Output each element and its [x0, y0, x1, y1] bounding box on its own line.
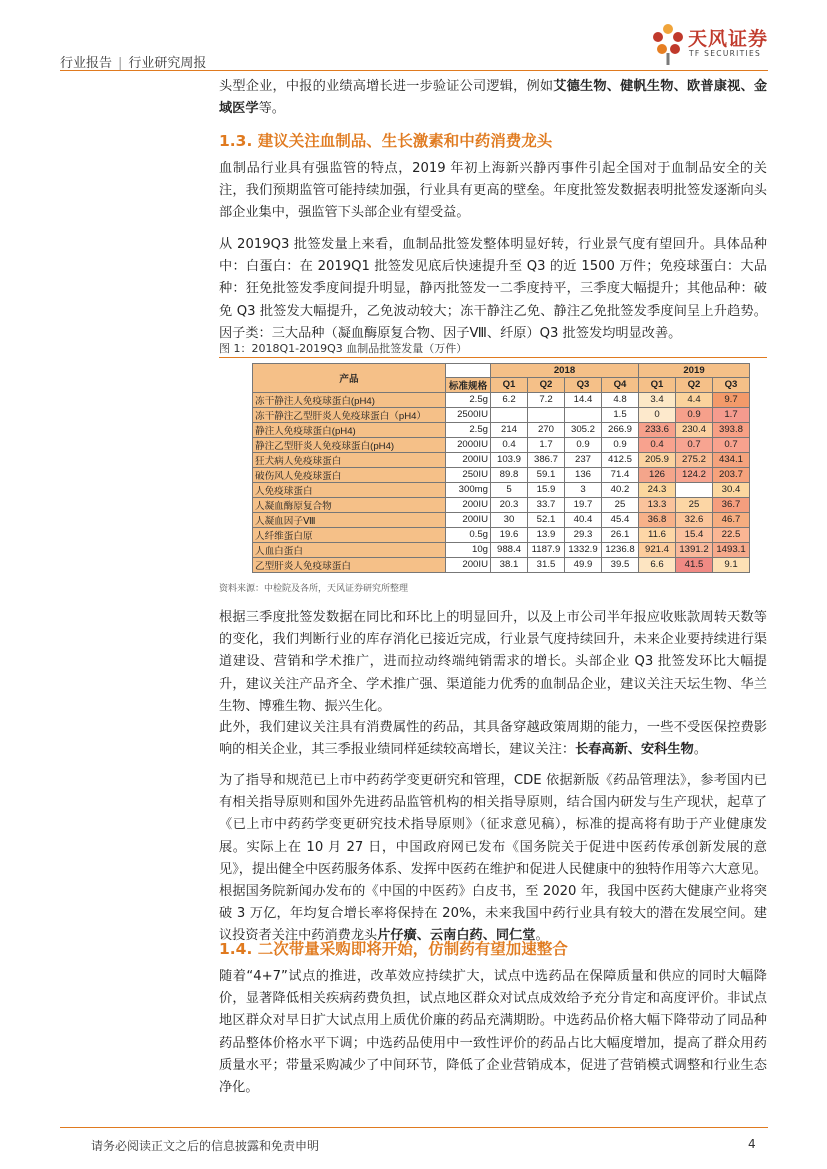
product-spec: 2000IU	[446, 437, 491, 452]
header-spec: 标准规格	[446, 377, 491, 392]
batch-value-cell: 11.6	[639, 527, 676, 542]
batch-value-cell: 31.5	[528, 557, 565, 572]
section-heading-1-3: 1.3. 建议关注血制品、生长激素和中药消费龙头	[219, 132, 553, 150]
batch-value-cell: 24.3	[639, 482, 676, 497]
batch-value-cell: 15.4	[676, 527, 713, 542]
product-name: 乙型肝炎人免疫球蛋白	[253, 557, 446, 572]
table-row	[253, 452, 750, 467]
figure-source: 资料来源：中检院及各所，天风证券研究所整理	[219, 584, 409, 594]
batch-value-cell: 1391.2	[676, 542, 713, 557]
batch-value-cell: 36.8	[639, 512, 676, 527]
paragraph-volume-procurement: 随着“4+7”试点的推进，改革效应持续扩大，试点中选药品在保障质量和供应的同时大幅降价，显著降低相关疾病药费负担，试点地区群众对试点成效给予充分肯定和高度评价。非试点地区群众对早日扩大试点用上质优价廉的药品充满期盼。中选药品价格大幅下降带动了同品种药品整体价格水平下调；中选药品使用中一致性评价的药品占比大幅度增加，提高了群众用药质量水平；带量采购减少了中间环节，降低了企业营销成本，促进了营销模式调整和行业生态净化。	[219, 969, 767, 1096]
batch-value-cell: 33.7	[528, 497, 565, 512]
batch-value-cell: 40.4	[565, 512, 602, 527]
product-name: 破伤风人免疫球蛋白	[253, 467, 446, 482]
table-row	[253, 542, 750, 557]
batch-value-cell: 30	[491, 512, 528, 527]
batch-value-cell: 0.9	[602, 437, 639, 452]
batch-value-cell: 9.1	[713, 557, 750, 572]
batch-value-cell	[528, 407, 565, 422]
table-row	[253, 497, 750, 512]
batch-value-cell: 412.5	[602, 452, 639, 467]
batch-value-cell: 1.7	[713, 407, 750, 422]
batch-value-cell: 22.5	[713, 527, 750, 542]
product-name: 冻干静注人免疫球蛋白(pH4)	[253, 392, 446, 407]
product-name: 人凝血酶原复合物	[253, 497, 446, 512]
product-spec: 200IU	[446, 452, 491, 467]
report-category	[60, 52, 206, 71]
header-year-2019: 2019	[639, 364, 750, 378]
report-type: 行业报告	[60, 56, 113, 71]
figure-divider	[219, 357, 767, 358]
disclaimer-footer: 请务必阅读正文之后的信息披露和免责申明	[91, 1139, 320, 1153]
footer-divider	[60, 1127, 768, 1128]
product-name: 人纤维蛋白原	[253, 527, 446, 542]
paragraph-tcm-tail: 。	[535, 928, 549, 944]
header-year-2018: 2018	[491, 364, 639, 378]
batch-value-cell: 270	[528, 422, 565, 437]
product-spec: 200IU	[446, 512, 491, 527]
batch-value-cell: 0.4	[639, 437, 676, 452]
batch-value-cell: 14.4	[565, 392, 602, 407]
batch-value-cell: 1332.9	[565, 542, 602, 557]
paragraph-intro-tail: 等。	[258, 101, 285, 117]
batch-value-cell: 20.3	[491, 497, 528, 512]
batch-value-cell: 0.4	[491, 437, 528, 452]
header-divider	[60, 70, 768, 71]
batch-value-cell: 19.6	[491, 527, 528, 542]
blood-products-table	[252, 363, 750, 573]
batch-value-cell: 3.4	[639, 392, 676, 407]
flower-logo-icon	[648, 20, 688, 66]
batch-value-cell: 71.4	[602, 467, 639, 482]
product-name: 静注乙型肝炎人免疫球蛋白(pH4)	[253, 437, 446, 452]
batch-value-cell: 214	[491, 422, 528, 437]
paragraph-consumer-companies: 长春高新、安科生物	[575, 742, 694, 758]
product-spec: 10g	[446, 542, 491, 557]
batch-value-cell: 136	[565, 467, 602, 482]
batch-value-cell: 5	[491, 482, 528, 497]
batch-value-cell: 126	[639, 467, 676, 482]
batch-value-cell: 26.1	[602, 527, 639, 542]
table-row	[253, 467, 750, 482]
batch-value-cell: 45.4	[602, 512, 639, 527]
header-product: 产品	[253, 364, 446, 393]
batch-value-cell: 6.6	[639, 557, 676, 572]
header-quarter: Q3	[713, 377, 750, 392]
batch-value-cell: 15.9	[528, 482, 565, 497]
batch-value-cell: 237	[565, 452, 602, 467]
header-separator: |	[118, 56, 123, 71]
product-name: 狂犬病人免疫球蛋白	[253, 452, 446, 467]
table-row	[253, 527, 750, 542]
batch-value-cell: 30.4	[713, 482, 750, 497]
batch-value-cell: 3	[565, 482, 602, 497]
batch-value-cell: 203.7	[713, 467, 750, 482]
header-empty	[446, 364, 491, 378]
product-spec: 2500IU	[446, 407, 491, 422]
batch-value-cell: 386.7	[528, 452, 565, 467]
batch-value-cell: 7.2	[528, 392, 565, 407]
logo-chinese-name: 天风证券	[688, 28, 769, 50]
batch-value-cell: 230.4	[676, 422, 713, 437]
batch-value-cell: 59.1	[528, 467, 565, 482]
product-spec: 0.5g	[446, 527, 491, 542]
header-quarter: Q2	[676, 377, 713, 392]
paragraph-consumer-text: 此外，我们建议关注具有消费属性的药品，其具备穿越政策周期的能力，一些不受医保控费影响的相关企业，其三季报业绩同样延续较高增长，建议关注：	[219, 720, 767, 758]
batch-value-cell: 305.2	[565, 422, 602, 437]
paragraph-consumer-drugs	[219, 717, 767, 761]
batch-value-cell: 1187.9	[528, 542, 565, 557]
batch-value-cell: 6.2	[491, 392, 528, 407]
paragraph-tcm-text: 为了指导和规范已上市中药药学变更研究和管理，CDE 依据新版《药品管理法》，参考国内已有相关指导原则和国外先进药品监管机构的相关指导原则，结合国内研发与生产现状，起草了《已上市中药药学变更研究技术指导原则》（征求意见稿），标准的提高将有助于产业健康发展。实际上在 10 月 27 日，中国政府网已发布《国务院关于促进中医药传承创新发展的意见》，提出健全中医药服务体系、发挥中医药在维护和促进人民健康中的独特作用等六大意见。根据国务院新闻办发布的《中国的中医药》白皮书，至 2020 年，我国中医药大健康产业将突破 3 万亿，年均复合增长率将保持在 20%，未来我国中药行业具有较大的潜在发展空间。建议投资者关注中药消费龙头	[219, 773, 767, 944]
product-spec: 200IU	[446, 497, 491, 512]
paragraph-intro-text: 头型企业，中报的业绩高增长进一步验证公司逻辑，例如	[219, 79, 554, 94]
batch-value-cell: 124.2	[676, 467, 713, 482]
product-name: 人凝血因子Ⅷ	[253, 512, 446, 527]
batch-value-cell: 0.9	[676, 407, 713, 422]
table-row	[253, 437, 750, 452]
product-spec: 200IU	[446, 557, 491, 572]
table-row	[253, 512, 750, 527]
paragraph-tcm	[219, 770, 767, 948]
product-spec: 2.5g	[446, 392, 491, 407]
batch-value-cell: 29.3	[565, 527, 602, 542]
report-subtype: 行业研究周报	[128, 56, 207, 71]
section-heading-1-4: 1.4. 二次带量采购即将开始，仿制药有望加速整合	[219, 940, 568, 958]
table-row	[253, 392, 750, 407]
header-quarter: Q4	[602, 377, 639, 392]
batch-value-cell: 266.9	[602, 422, 639, 437]
batch-value-cell: 46.7	[713, 512, 750, 527]
product-name: 静注人免疫球蛋白(pH4)	[253, 422, 446, 437]
product-spec: 2.5g	[446, 422, 491, 437]
batch-value-cell: 1493.1	[713, 542, 750, 557]
batch-value-cell: 103.9	[491, 452, 528, 467]
paragraph-intro-companies: 艾德生物、健帆生物、欧普康视、金域医学	[219, 79, 768, 117]
table-header-row	[253, 364, 750, 378]
batch-value-cell: 4.4	[676, 392, 713, 407]
batch-value-cell: 41.5	[676, 557, 713, 572]
batch-value-cell: 19.7	[565, 497, 602, 512]
logo-english-name: TF SECURITIES	[689, 49, 762, 58]
batch-value-cell: 1.5	[602, 407, 639, 422]
table-row	[253, 482, 750, 497]
batch-value-cell: 89.8	[491, 467, 528, 482]
tf-securities-logo	[648, 20, 776, 66]
batch-value-cell	[565, 407, 602, 422]
batch-value-cell	[491, 407, 528, 422]
product-spec: 250IU	[446, 467, 491, 482]
paragraph-consumer-tail: 。	[693, 742, 707, 758]
batch-value-cell: 4.8	[602, 392, 639, 407]
batch-value-cell: 9.7	[713, 392, 750, 407]
batch-value-cell	[676, 482, 713, 497]
batch-value-cell: 988.4	[491, 542, 528, 557]
batch-value-cell: 32.6	[676, 512, 713, 527]
batch-value-cell: 0.7	[713, 437, 750, 452]
paragraph-intro	[219, 76, 767, 120]
batch-value-cell: 52.1	[528, 512, 565, 527]
batch-value-cell: 0.7	[676, 437, 713, 452]
batch-value-cell: 0.9	[565, 437, 602, 452]
paragraph-tcm-companies: 片仔癀、云南白药、同仁堂	[377, 928, 536, 944]
batch-value-cell: 13.3	[639, 497, 676, 512]
product-name: 冻干静注乙型肝炎人免疫球蛋白（pH4）	[253, 407, 446, 422]
table-row	[253, 557, 750, 572]
batch-value-cell: 205.9	[639, 452, 676, 467]
batch-value-cell: 38.1	[491, 557, 528, 572]
figure-title: 图 1：2018Q1-2019Q3 血制品批签发量（万件）	[219, 342, 468, 355]
page-number: 4	[748, 1137, 756, 1151]
batch-value-cell: 0	[639, 407, 676, 422]
batch-value-cell: 393.8	[713, 422, 750, 437]
batch-value-cell: 921.4	[639, 542, 676, 557]
header-quarter: Q1	[491, 377, 528, 392]
table-row	[253, 422, 750, 437]
batch-value-cell: 1236.8	[602, 542, 639, 557]
header-quarter: Q3	[565, 377, 602, 392]
product-name: 人免疫球蛋白	[253, 482, 446, 497]
batch-value-cell: 1.7	[528, 437, 565, 452]
batch-value-cell: 25	[676, 497, 713, 512]
batch-value-cell: 275.2	[676, 452, 713, 467]
paragraph-inventory: 根据三季度批签发数据在同比和环比上的明显回升，以及上市公司半年报应收账款周转天数等的变化，我们判断行业的库存消化已接近完成，行业景气度持续回升，未来企业要持续进行渠道建设、营销和学术推广，进而拉动终端纯销需求的增长。头部企业 Q3 批签发环比大幅提升，建议关注产品齐全、学术推广强、渠道能力优秀的血制品企业，建议关注天坛生物、华兰生物、博雅生物、振兴生化。	[219, 610, 767, 714]
paragraph-q3-batch-release: 从 2019Q3 批签发量上来看，血制品批签发整体明显好转，行业景气度有望回升。具体品种中：白蛋白：在 2019Q1 批签发见底后快速提升至 Q3 的近 1500 万件；免疫球蛋白：大品种：狂免批签发季度间提升明显，静丙批签发一二季度持平，三季度大幅提升；其他品种：破免 Q3 批签发大幅提升，乙免波动较大；冻干静注乙免、静注乙免批签发季度间呈上升趋势。因子类：三大品种（凝血酶原复合物、因子Ⅷ、纤原）Q3 批签发均明显改善。	[219, 237, 767, 341]
table-row	[253, 407, 750, 422]
batch-value-cell: 36.7	[713, 497, 750, 512]
batch-value-cell: 40.2	[602, 482, 639, 497]
batch-value-cell: 434.1	[713, 452, 750, 467]
header-quarter: Q2	[528, 377, 565, 392]
batch-value-cell: 233.6	[639, 422, 676, 437]
paragraph-blood-products: 血制品行业具有强监管的特点，2019 年初上海新兴静丙事件引起全国对于血制品安全的关注，我们预期监管可能持续加强，行业具有更高的壁垒。年度批签发数据表明批签发逐渐向头部企业集中，强监管下头部企业有望受益。	[219, 161, 767, 221]
product-name: 人血白蛋白	[253, 542, 446, 557]
batch-value-cell: 49.9	[565, 557, 602, 572]
product-spec: 300mg	[446, 482, 491, 497]
header-quarter: Q1	[639, 377, 676, 392]
batch-value-cell: 25	[602, 497, 639, 512]
batch-value-cell: 13.9	[528, 527, 565, 542]
batch-value-cell: 39.5	[602, 557, 639, 572]
